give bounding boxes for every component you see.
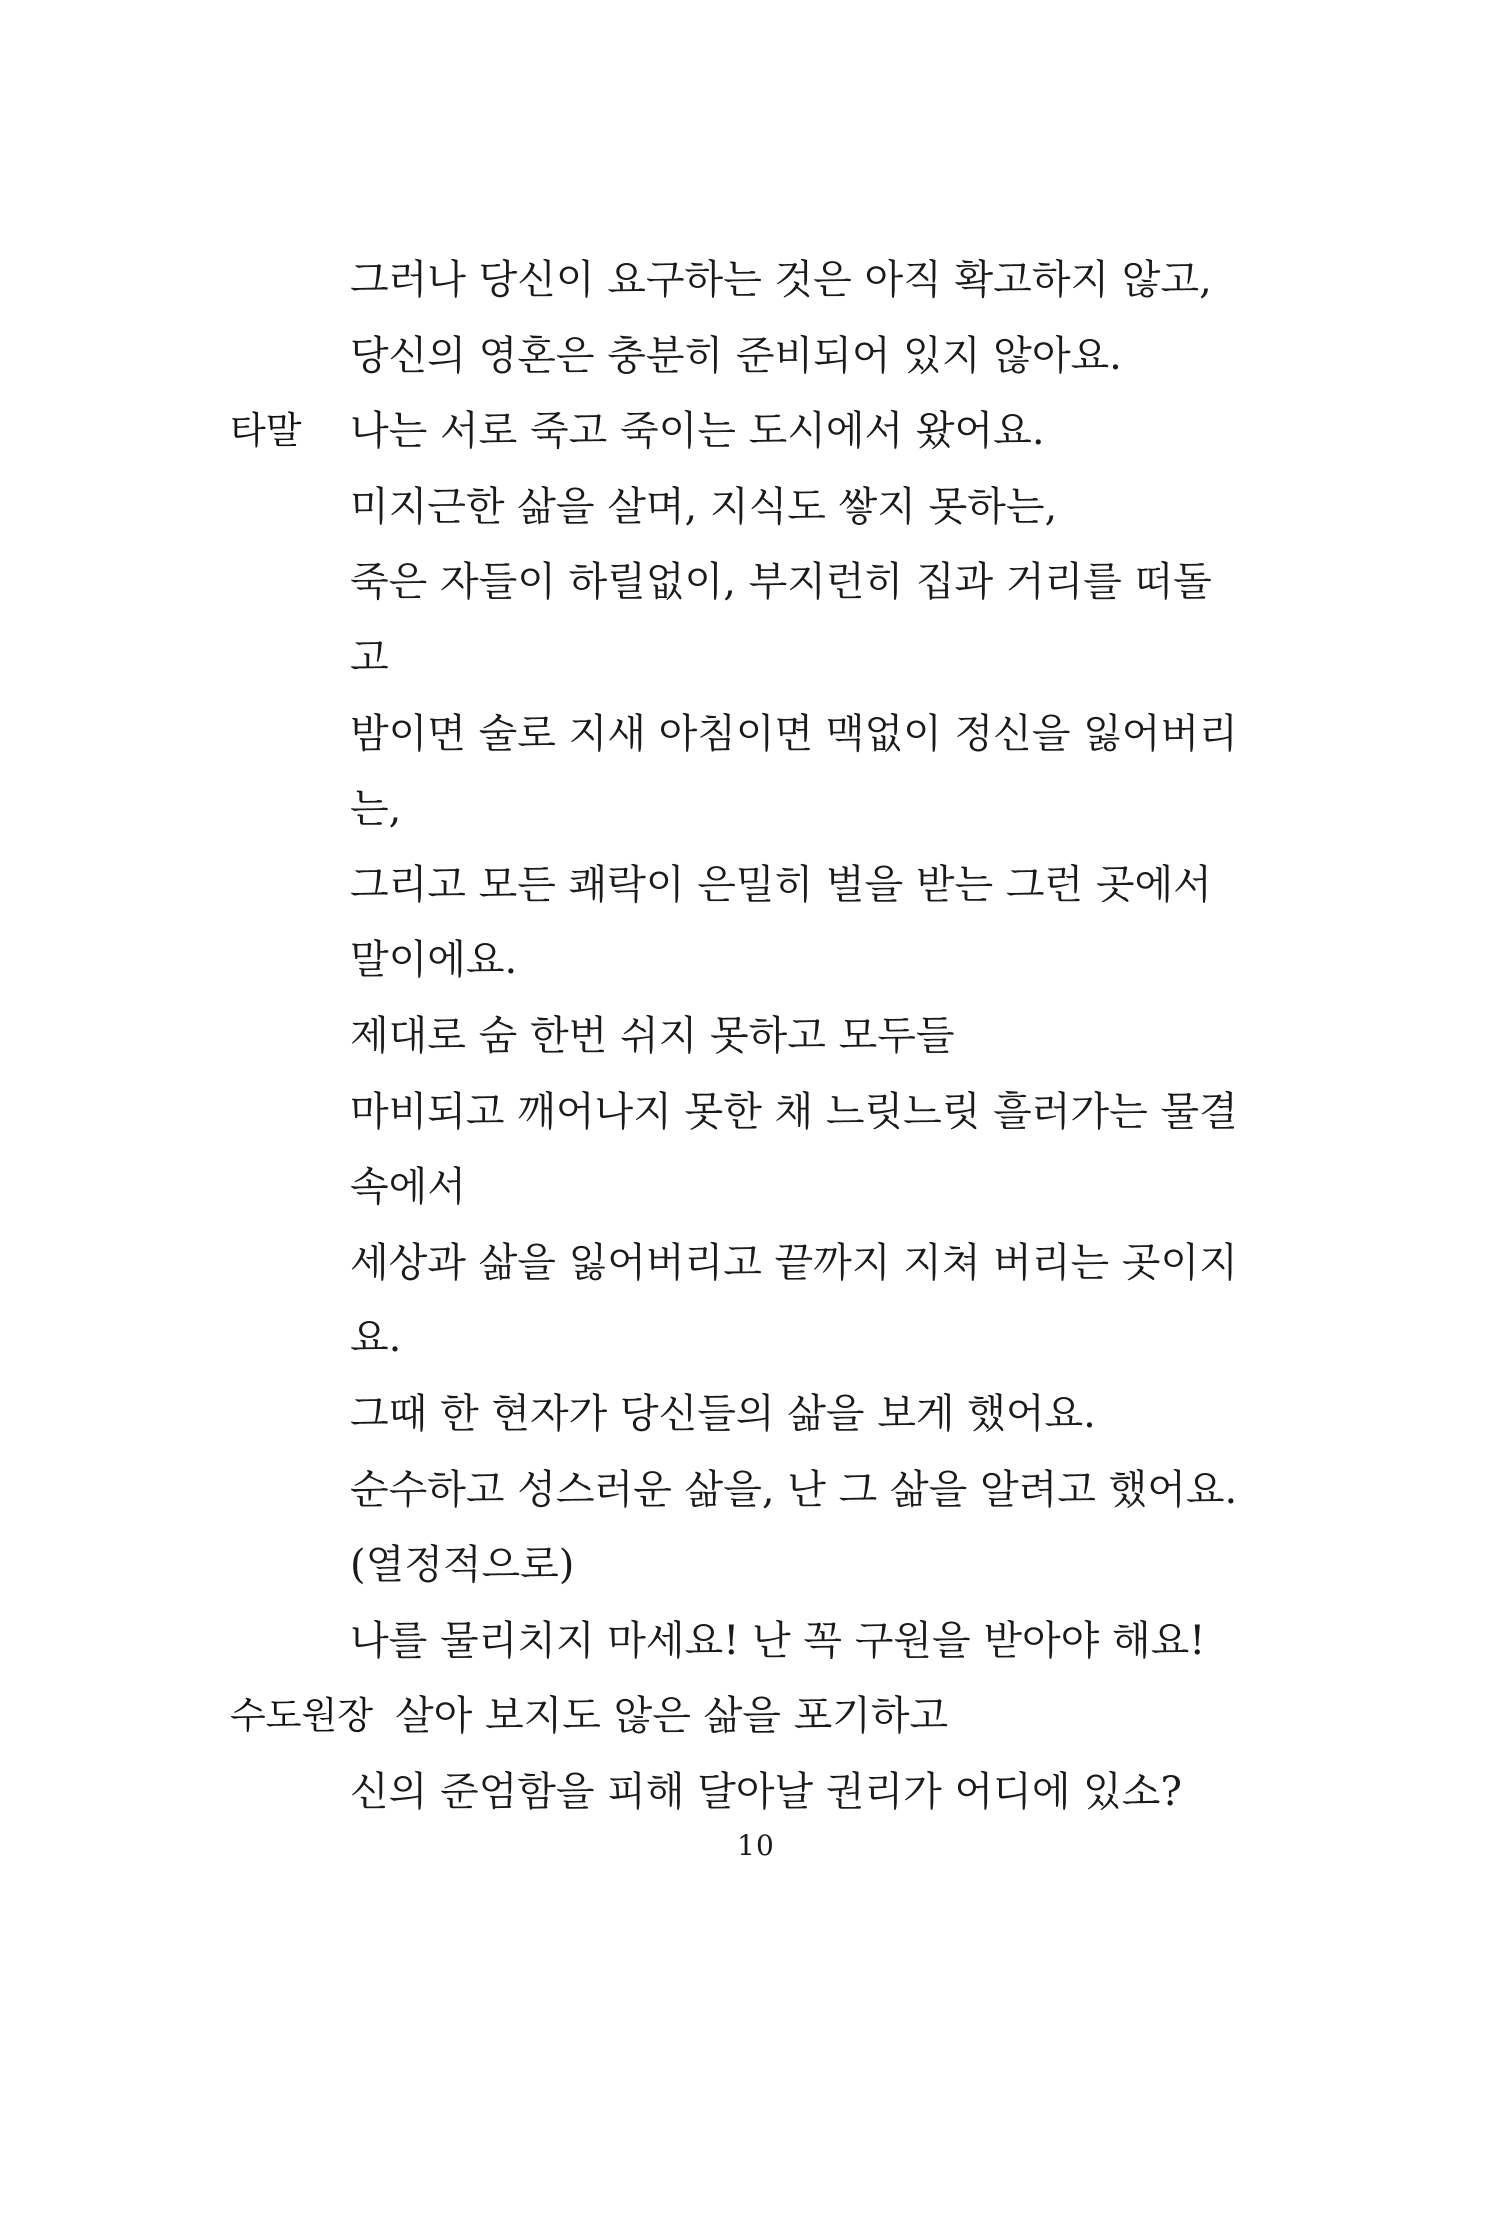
dialogue-line	[0, 552, 1512, 612]
line-text: 속에서	[350, 1164, 466, 1210]
dialogue-line	[0, 1686, 1512, 1746]
line-text: 요.	[350, 1315, 402, 1361]
dialogue-line	[0, 1082, 1512, 1142]
dialogue-line	[0, 250, 1512, 310]
line-text: 마비되고 깨어나지 못한 채 느릿느릿 흘러가는 물결	[350, 1089, 1238, 1135]
dialogue-line	[0, 1535, 1512, 1595]
dialogue-line	[0, 1308, 1512, 1368]
line-text: 미지근한 삶을 살며, 지식도 쌓지 못하는,	[350, 484, 1058, 530]
dialogue-line	[0, 1157, 1512, 1217]
line-text: 밤이면 술로 지새 아침이면 맥없이 정신을 잃어버리	[350, 711, 1238, 757]
line-text: 세상과 삶을 잃어버리고 끝까지 지쳐 버리는 곳이지	[350, 1240, 1238, 1286]
dialogue-line	[0, 1460, 1512, 1520]
line-text: 제대로 숨 한번 쉬지 못하고 모두들	[350, 1013, 955, 1059]
speaker-name: 타말	[230, 409, 302, 452]
line-text: 는,	[350, 786, 402, 832]
line-text: 그러나 당신이 요구하는 것은 아직 확고하지 않고,	[350, 257, 1212, 303]
dialogue-line	[0, 477, 1512, 537]
line-text: 그때 한 현자가 당신들의 삶을 보게 했어요.	[350, 1391, 1096, 1437]
dialogue-line	[0, 1384, 1512, 1444]
dialogue-line	[0, 628, 1512, 688]
line-text: 순수하고 성스러운 삶을, 난 그 삶을 알려고 했어요.	[350, 1467, 1238, 1513]
dialogue-line	[0, 704, 1512, 764]
line-text: 나는 서로 죽고 죽이는 도시에서 왔어요.	[350, 408, 1045, 454]
line-text: 신의 준엄함을 피해 달아날 권리가 어디에 있소?	[350, 1769, 1182, 1815]
dialogue-line	[0, 1006, 1512, 1066]
line-text: 살아 보지도 않은 삶을 포기하고	[395, 1693, 949, 1739]
dialogue-line	[0, 855, 1512, 915]
line-text: 고	[350, 635, 389, 681]
dialogue-line	[0, 1611, 1512, 1671]
page-number: 10	[737, 1829, 775, 1862]
line-text: 말이에요.	[350, 937, 518, 983]
line-text: (열정적으로)	[350, 1542, 575, 1588]
line-text: 죽은 자들이 하릴없이, 부지런히 집과 거리를 떠돌	[350, 559, 1212, 605]
line-text: 그리고 모든 쾌락이 은밀히 벌을 받는 그런 곳에서	[350, 862, 1212, 908]
dialogue-line	[0, 326, 1512, 386]
dialogue-line	[0, 930, 1512, 990]
line-text: 당신의 영혼은 충분히 준비되어 있지 않아요.	[350, 333, 1122, 379]
speaker-name: 수도원장	[230, 1694, 373, 1737]
dialogue-line	[0, 401, 1512, 461]
dialogue-line	[0, 1762, 1512, 1822]
line-text: 나를 물리치지 마세요! 난 꼭 구원을 받아야 해요!	[350, 1618, 1206, 1664]
dialogue-line	[0, 779, 1512, 839]
dialogue-line	[0, 1233, 1512, 1293]
